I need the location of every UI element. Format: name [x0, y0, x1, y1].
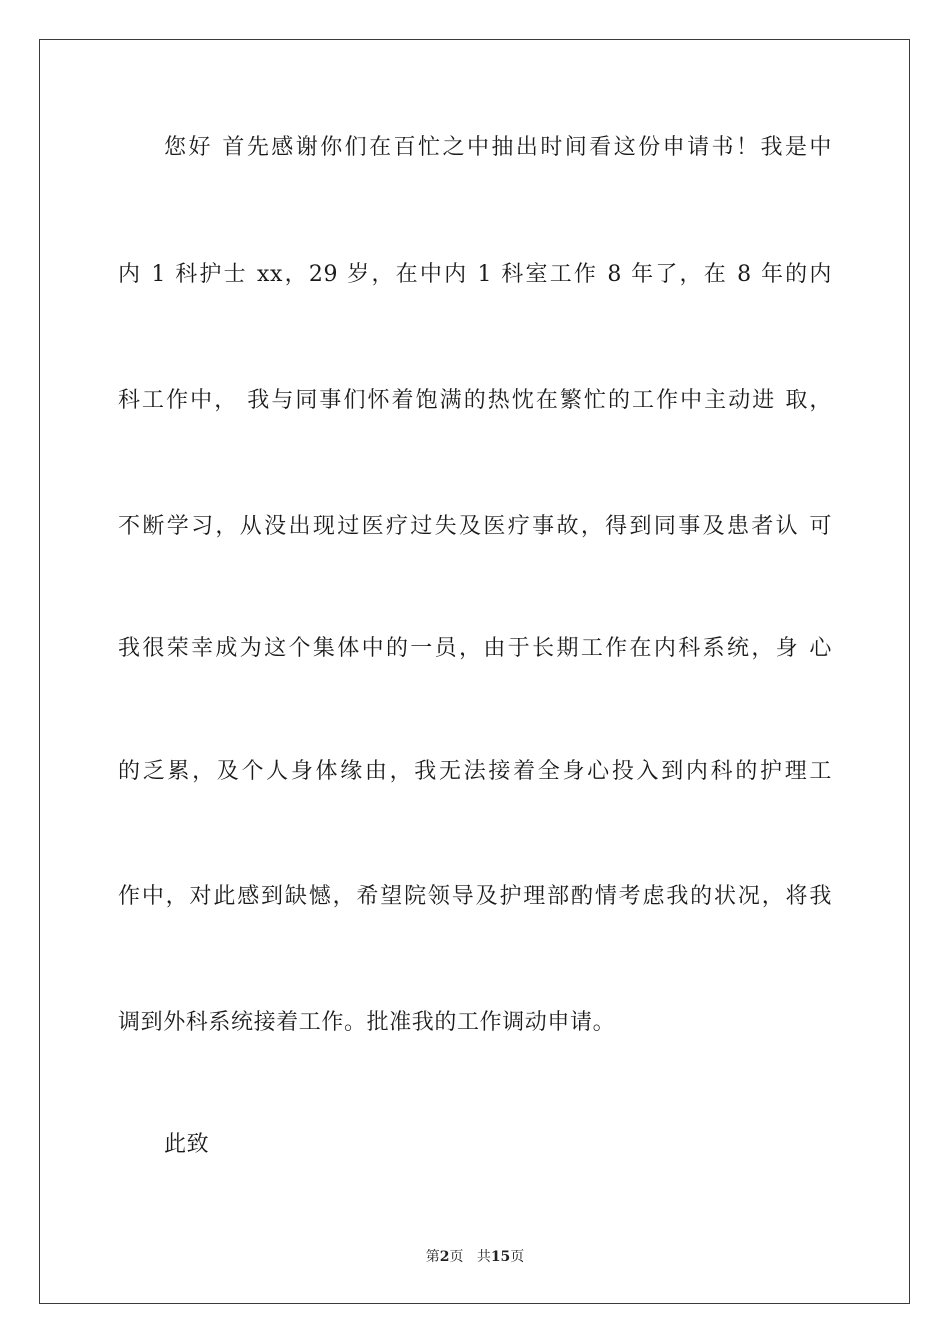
- footer-current-page: 2: [439, 1249, 450, 1265]
- footer-total-prefix: 共: [476, 1249, 491, 1265]
- closing-salutation: 此致: [164, 1132, 210, 1157]
- footer-prefix: 第: [425, 1249, 440, 1265]
- paragraph-line-3: 科工作中， 我与同事们怀着饱满的热忱在繁忙的工作中主动进 取，: [118, 388, 832, 413]
- paragraph-line-2: 内 1 科护士 xx，29 岁，在中内 1 科室工作 8 年了，在 8 年的内: [118, 262, 832, 287]
- paragraph-line-5: 我很荣幸成为这个集体中的一员，由于长期工作在内科系统，身 心: [118, 636, 832, 661]
- paragraph-line-7: 作中，对此感到缺憾，希望院领导及护理部酌情考虑我的状况，将我: [118, 884, 832, 909]
- footer-page-suffix: 页: [449, 1249, 464, 1265]
- page-border: [39, 39, 910, 1304]
- paragraph-line-4: 不断学习，从没出现过医疗过失及医疗事故，得到同事及患者认 可: [118, 514, 832, 539]
- page-footer: [0, 1248, 950, 1266]
- paragraph-line-1: 您好 首先感谢你们在百忙之中抽出时间看这份申请书！我是中: [164, 135, 832, 160]
- footer-total-pages: 15: [490, 1249, 511, 1265]
- footer-total-suffix: 页: [510, 1249, 525, 1265]
- paragraph-line-6: 的乏累，及个人身体缘由，我无法接着全身心投入到内科的护理工: [118, 759, 832, 784]
- paragraph-line-8: 调到外科系统接着工作。批准我的工作调动申请。: [118, 1010, 616, 1035]
